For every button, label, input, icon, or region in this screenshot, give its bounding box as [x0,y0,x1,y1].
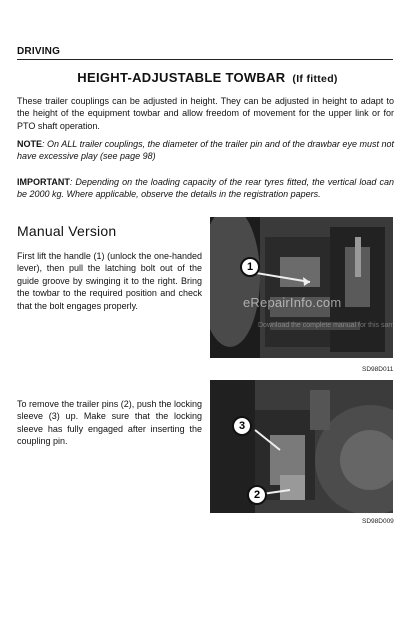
figure-code-1: SD98D011 [362,366,394,373]
note-label: NOTE [17,139,43,149]
figure-towbar-handle [210,217,393,358]
intro-paragraph: These trailer couplings can be adjusted in height. They can be adjusted in height to adapt to the height of the equipment towbar and allow freedom of movement for the upper link or for PTO shaft operation. [17,96,394,131]
callout-1: 1 [240,257,260,277]
title-suffix: (If fitted) [292,73,338,85]
important-label: IMPORTANT [17,177,70,187]
important-text: : Depending on the loading capacity of the rear tyres fitted, the vertical load can be 2000 kg. Where applicable, observe the details in the registration papers. [17,177,394,200]
watermark-subtext: Download the complete manual for this sample [258,322,404,329]
header-rule [17,59,393,60]
watermark-text: eRepairInfo.com [243,295,342,310]
figure-code-2: SD98D009 [362,518,394,525]
page-title [0,70,415,85]
section-label: DRIVING [17,46,61,57]
callout-3: 3 [232,416,252,436]
important-paragraph [17,176,394,201]
figure-trailer-pin [210,380,393,513]
step2-paragraph: To remove the trailer pins (2), push the locking sleeve (3) up. Make sure that the locking sleeve has fully engaged after inserting the coupling pin. [17,399,202,447]
note-text: : On ALL trailer couplings, the diameter of the trailer pin and of the drawbar eye must not have excessive play (see page 98) [17,139,394,162]
note-paragraph [17,138,394,163]
section-heading: Manual Version [17,223,117,239]
step1-paragraph: First lift the handle (1) (unlock the one-handed lever), then pull the latching bolt out of the guide groove by swinging it to the right. Bring the towbar to the required position and check that the bolt engages properly. [17,251,202,311]
title-main: HEIGHT-ADJUSTABLE TOWBAR [77,70,286,85]
callout-2: 2 [247,485,267,505]
